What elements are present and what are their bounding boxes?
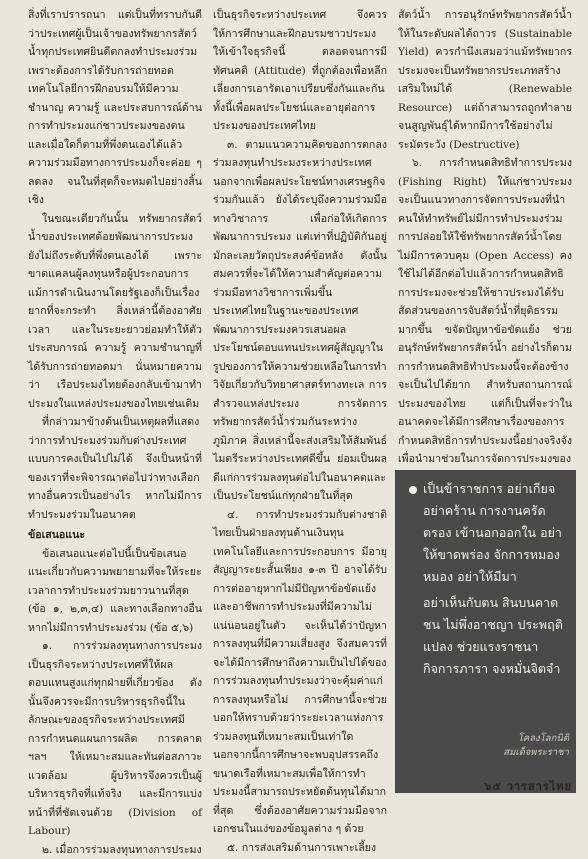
section-heading: ข้อเสนอแนะ [28, 526, 202, 545]
quote-box [395, 470, 576, 793]
quote-stanza: อย่าเห็นกับตน สินบนคาดชน ไม่พึ่งอาชญา ประพฤติแปลง ช่วยแรงราชนา กิจการภารา จงหมั่นจิตจำ [423, 592, 563, 680]
paragraph: ๑. การร่วมลงทุนทางการประมงเป็นธุรกิจระหว่างประเทศที่ให้ผลตอบแทนสูงแก่ทุกฝ่ายที่เกี่ยวข้อง ดังนั้นจึงควรจะมีการบริหารธุรกิจนี้ในลักษณะของธุรกิจระหว่างประเทศมีการกำหนดแผนการผลิต การตลาด ฯลฯ ให้เหมาะสมและทันต่อสภาวะแวดล้อม ผู้บริหารจึงควรเป็นผู้บริหารธุรกิจที่แท้จริง และมีการแบ่งหน้าที่ที่ชัดเจนด้วย (Division of Labour) [28, 637, 202, 841]
paragraph-text: ๖. การกำหนดสิทธิทำการประมง (Fishing Right) ให้แก่ชาวประมง จะเป็นแนวทางการจัดการประมงที่นำคนให้ทำทรัพย์ไม่มีการทำประมงร่วม การปล่อยให้ใช้ทรัพยากรสัตว์น้ำโดยไม่มีการควบคุม (Open Access) คงใช้ไม่ได้อีกต่อไปแล้วการกำหนดสิทธิการประมงจะช่วยให้ชาวประมงได้รับสัดส่วนของการจับสัตว์น้ำที่ยุติธรรมมากขึ้น ขจัดปัญหาข้อขัดแย้ง ช่วยอนุรักษ์ทรัพยากรสัตว์น้ำ อย่างไรก็ตามการกำหนดสิทธิทำประมงนี้จะต้องข้างจะเป็นไปได้ยาก สำหรับสถานการณ์ประมงของไทย แต่ก็เป็นที่จะว่าในอนาคตจะได้มีการศึกษาเรื่องของการกำหนดสิทธิการทำประมงนี้อย่างจริงจัง เพื่อนำมาช่วยในการจัดการประมงของ [398, 157, 572, 484]
paragraph: ๕. การส่งเสริมด้านการเพาะเลี้ยง [213, 839, 387, 858]
text-column-right [398, 6, 572, 487]
text-column-left [28, 6, 202, 859]
paragraph: ๔. การทำประมงร่วมกับต่างชาติ ไทยเป็นฝ่ายลงทุนด้านเงินทุนเทคโนโลยีและการประกอบการ มีอายุสัญญาระยะสั้นเพียง ๑-๓ ปี อาจได้รับการต่ออายุหากไม่มีปัญหาข้อขัดแย้งและอาชีพการทำประมงที่มีความไม่แน่นอนอยู่ในตัว จะเห็นได้ว่าปัญหาการลงทุนที่มีความเสี่ยงสูง จึงสมควรที่จะได้มีการศึกษาถึงความเป็นไปได้ของการร่วมลงทุนทำประมงว่าจะคุ้มค่าแก่การลงทุนหรือไม่ การศึกษานี้จะช่วยบอกให้ทราบด้วยว่าระยะเวลาแห่งการร่วมลงทุนที่เหมาะสมเป็นเท่าใด นอกจากนี้การศึกษาจะพบอุปสรรคถึงขนาดเรือที่เหมาะสมเพื่อให้การทำประมงนี้สามารถประหยัดต้นทุนได้มากที่สุด ซึ่งต้องอาศัยความร่วมมือจากเอกชนในแง่ของข้อมูลต่าง ๆ ด้วย [213, 506, 387, 839]
paragraph: เป็นธุรกิจระหว่างประเทศ จึงควรให้การศึกษาและฝึกอบรมชาวประมงให้เข้าใจธุรกิจนี้ ตลอดจนการมีทัศนคติ (Attitude) ที่ถูกต้องเพื่อหลีกเลี่ยงการเอารัดเอาเปรียบซึ่งกันและกัน ทั้งนี้เพื่อผลประโยชน์และอายุต่อการประมงของประเทศไทย [213, 6, 387, 136]
magazine-name: วารสารไทย [507, 780, 572, 793]
quote-text [423, 478, 563, 680]
page-number: ๖๕ [485, 780, 502, 793]
quote-stanza: เป็นข้าราชการ อย่าเกียจอย่าคร้าน การงานครัดตรอง เข้านอกออกใน อย่าให้ขาดพร่อง จักการหมองหมอง อย่าให้มีมา [423, 478, 563, 588]
paragraph: สิ่งที่เราปรารถนา แต่เป็นที่ทราบกันดีว่าประเทศผู้เป็นเจ้าของทรัพยากรสัตว์น้ำทุกประเทศยินดีตกลงทำประมงร่วม เพราะต้องการได้รับการถ่ายทอดเทคโนโลยีการฝึกอบรมให้มีความชำนาญ ความรู้ และประสบการณ์ด้านการทำประมงแก่ชาวประมงของตน และเมื่อใดก็ตามที่พึ่งตนเองได้แล้ว ความร่วมมือทางการประมงก็จะค่อย ๆ ลดลง จนในที่สุดก็จะหมดไปอย่างสิ้นเชิง [28, 6, 202, 210]
page-footer [485, 777, 572, 795]
paragraph: ๒. เมื่อการร่วมลงทุนทางการประมง [28, 841, 202, 859]
bullet-dot-icon [409, 486, 417, 494]
paragraph: ๓. ตามแนวความคิดของการตกลงร่วมลงทุนทำประมงระหว่างประเทศ นอกจากเพื่อผลประโยชน์ทางเศรษฐกิจร่วมกันแล้ว ยังได้ระบุถึงความร่วมมือทางวิชาการ เพื่อก่อให้เกิดการพัฒนาการประมง แต่เท่าที่ปฏิบัติกันอยู่มักละเลยวัตถุประสงค์ข้อหลัง ดังนั้นสมควรที่จะได้ให้ความสำคัญต่อความร่วมมือทางวิชาการเพิ่มขึ้น ประเทศไทยในฐานะของประเทศพัฒนาการประมงควรเสนอผลประโยชน์ตอบแทนประเทศผู้สัญญาในรูปของการให้ความช่วยเหลือในการทำวิจัยเกี่ยวกับวิทยาศาสตร์ทางทะเล การสำรวจแหล่งประมง การจัดการทรัพยากรสัตว์น้ำร่วมกันระหว่างภูมิภาค สิ่งเหล่านี้จะส่งเสริมให้สัมพันธ์ไมตรีระหว่างประเทศดีขึ้น ย่อมเป็นผลดีแก่การร่วมลงทุนต่อไปในอนาคตและเป็นประโยชน์แก่ทุกฝ่ายในที่สุด [213, 136, 387, 506]
text-column-middle [213, 6, 387, 857]
quote-credit-line: โคลงโลกนิติ [465, 732, 569, 746]
paragraph: ข้อเสนอแนะต่อไปนี้เป็นข้อเสนอแนะเกี่ยวกับความพยายามที่จะให้ระยะเวลาการทำประมงร่วมยาวนานที่สุด (ข้อ ๑, ๒,๓,๔) และทางเลือกทางอื่นหากไม่มีการทำประมงร่วม (ข้อ ๕,๖) [28, 545, 202, 638]
quote-credit-line: สมเด็จพระราชา [465, 746, 569, 760]
paragraph: สัตว์น้ำ การอนุรักษ์ทรัพยากรสัตว์น้ำให้ในระดับผลได้ถาวร (Sustainable Yield) ควรกำนึงเสมอว่าแม้ทรัพยากรประมงจะเป็นทรัพยากรประเภทสร้างเสริมใหม่ได้ (Renewable Resource) แต่ถ้าสามารถถูกทำลายจนสูญพันธุ์ได้หากมีการใช้อย่างไม่ระมัดระวัง (Destructive) [398, 6, 572, 154]
quote-credit [465, 732, 569, 760]
paragraph [398, 154, 572, 487]
paragraph: ในขณะเดียวกันนั้น ทรัพยากรสัตว์น้ำของประเทศด้อยพัฒนาการประมงยังไม่ถึงระดับที่พึ่งตนเองได้ เพราะขาดแคลนผู้ลงทุนหรือผู้ประกอบการ แม้การดำเนินงานโดยรัฐเองก็เป็นเรื่องยากที่จะกระทำ สิ่งเหล่านี้ต้องอาศัยเวลา และในระยะยาวย่อมทำให้ตัวประสบการณ์ ความรู้ ความชำนาญที่ได้รับการถ่ายทอดมา นั่นหมายความว่า เรือประมงไทยต้องกลับเข้ามาทำประมงในแหล่งประมงของไทยเช่นเดิม [28, 210, 202, 414]
paragraph: ที่กล่าวมาข้างต้นเป็นเหตุผลที่แสดงว่าการทำประมงร่วมกับต่างประเทศแบบการคงเป็นไปไม่ได้ จึงเป็นหน้าที่ของเราที่จะพิจารณาต่อไปว่าทางเลือกทางอื่นควรเป็นอย่างไร หากไม่มีการทำประมงร่วมในอนาคต [28, 413, 202, 524]
